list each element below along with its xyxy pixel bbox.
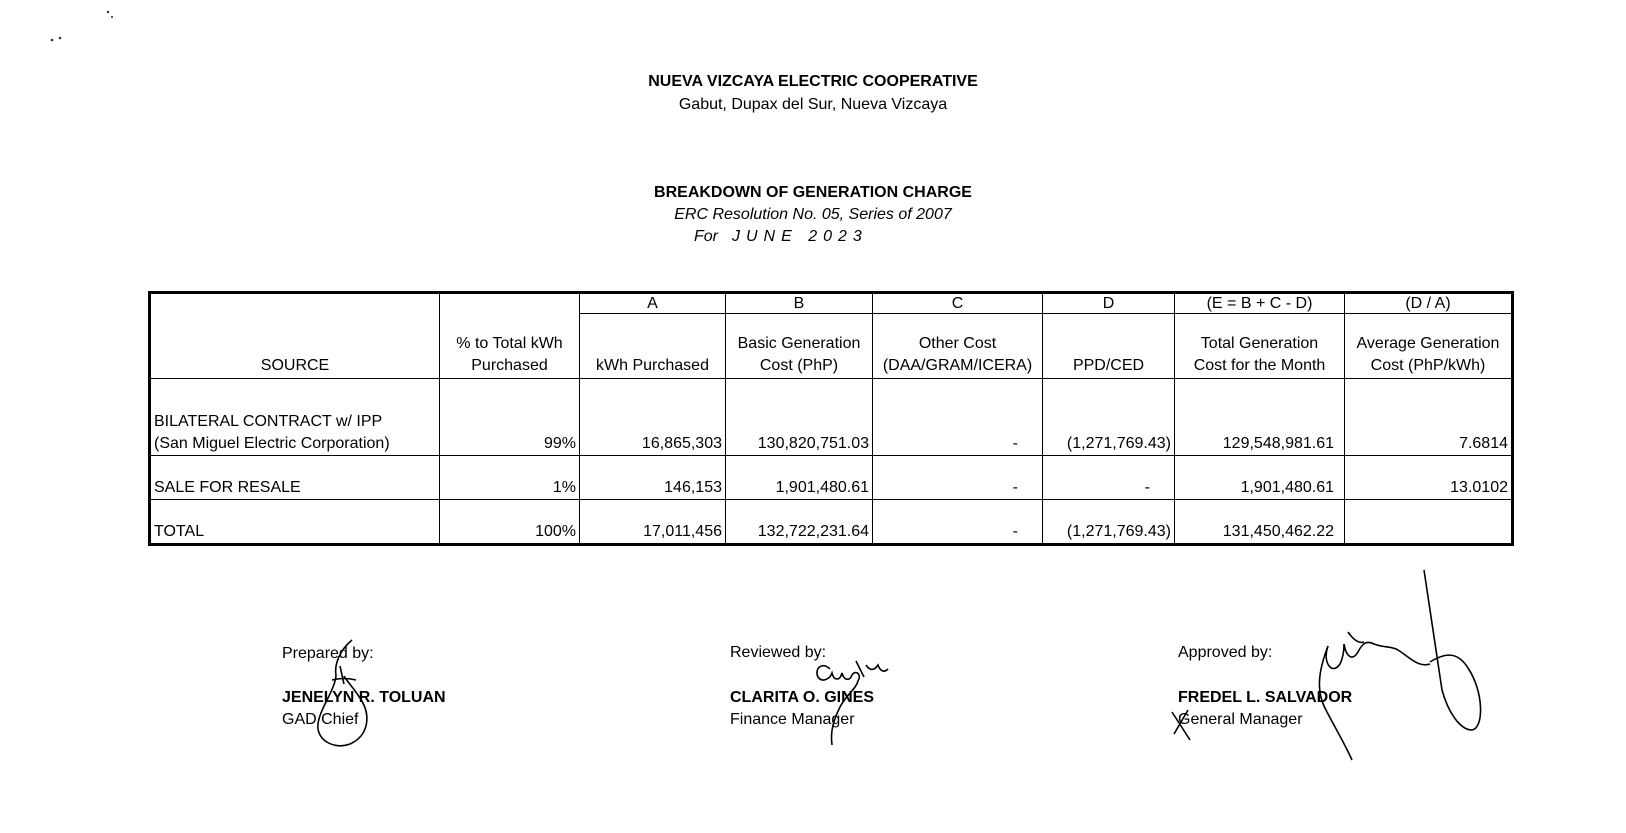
header-pct bbox=[440, 314, 580, 379]
header-avg bbox=[1345, 314, 1513, 379]
col-letter-e: (E = B + C - D) bbox=[1175, 293, 1345, 314]
organization-name: NUEVA VIZCAYA ELECTRIC COOPERATIVE bbox=[648, 73, 978, 90]
period-prefix: For bbox=[694, 228, 718, 245]
reviewed-by-name: CLARITA O. GINES bbox=[730, 689, 874, 706]
header-other bbox=[873, 314, 1043, 379]
header-basic bbox=[726, 314, 873, 379]
row-total: 131,450,462.22 bbox=[1175, 500, 1345, 545]
row-basic: 132,722,231.64 bbox=[726, 500, 873, 545]
header-pct-line1: % to Total kWh bbox=[456, 335, 563, 352]
row-source-line2: (San Miguel Electric Corporation) bbox=[154, 435, 390, 452]
header-avg-line1: Average Generation bbox=[1356, 335, 1500, 352]
table-row bbox=[150, 456, 1513, 500]
table-row bbox=[150, 379, 1513, 456]
row-pct: 1% bbox=[440, 456, 580, 500]
header-avg-line2: Cost (PhP/kWh) bbox=[1370, 357, 1486, 374]
approved-by-position: General Manager bbox=[1178, 711, 1303, 728]
row-avg: 13.0102 bbox=[1345, 456, 1513, 500]
approved-by-label: Approved by: bbox=[1178, 644, 1273, 661]
row-pct: 100% bbox=[440, 500, 580, 545]
header-source: SOURCE bbox=[150, 314, 440, 379]
header-row bbox=[150, 314, 1513, 379]
approved-by-name: FREDEL L. SALVADOR bbox=[1178, 689, 1353, 706]
row-avg bbox=[1345, 500, 1513, 545]
header-total-line1: Total Generation bbox=[1200, 335, 1319, 352]
blank-cell bbox=[150, 293, 440, 314]
reviewed-by-label: Reviewed by: bbox=[730, 644, 827, 661]
table-row-total bbox=[150, 500, 1513, 545]
col-letter-a: A bbox=[580, 293, 726, 314]
row-kwh: 17,011,456 bbox=[580, 500, 726, 545]
prepared-by-name: JENELYN R. TOLUAN bbox=[282, 689, 446, 706]
row-ppd: (1,271,769.43) bbox=[1043, 379, 1175, 456]
col-letter-f: (D / A) bbox=[1345, 293, 1513, 314]
row-source bbox=[150, 379, 440, 456]
billing-period bbox=[694, 228, 868, 246]
header-pct-line2: Purchased bbox=[471, 357, 548, 374]
prepared-by-label: Prepared by: bbox=[282, 645, 374, 662]
header-other-line2: (DAA/GRAM/ICERA) bbox=[882, 357, 1033, 374]
row-ppd: - bbox=[1043, 456, 1175, 500]
prepared-by-position: GAD Chief bbox=[282, 711, 359, 728]
row-pct: 99% bbox=[440, 379, 580, 456]
col-letter-d: D bbox=[1043, 293, 1175, 314]
column-letter-row bbox=[150, 293, 1513, 314]
document-title: BREAKDOWN OF GENERATION CHARGE bbox=[654, 184, 972, 201]
header-total-line2: Cost for the Month bbox=[1193, 357, 1326, 374]
row-source: SALE FOR RESALE bbox=[150, 456, 440, 500]
row-kwh: 16,865,303 bbox=[580, 379, 726, 456]
row-basic: 1,901,480.61 bbox=[726, 456, 873, 500]
period-month: JUNE 2023 bbox=[732, 228, 868, 245]
header-total bbox=[1175, 314, 1345, 379]
row-other: - bbox=[873, 456, 1043, 500]
row-ppd: (1,271,769.43) bbox=[1043, 500, 1175, 545]
organization-address: Gabut, Dupax del Sur, Nueva Vizcaya bbox=[678, 96, 948, 113]
row-source: TOTAL bbox=[150, 500, 440, 545]
prepared-signature bbox=[310, 636, 390, 756]
row-avg: 7.6814 bbox=[1345, 379, 1513, 456]
header-basic-line1: Basic Generation bbox=[737, 335, 861, 352]
row-source-line1: BILATERAL CONTRACT w/ IPP bbox=[154, 413, 383, 430]
approved-signature bbox=[1168, 572, 1488, 772]
header-basic-line2: Cost (PhP) bbox=[759, 357, 839, 374]
row-other: - bbox=[873, 500, 1043, 545]
reviewed-by-position: Finance Manager bbox=[730, 711, 855, 728]
document-subtitle: ERC Resolution No. 05, Series of 2007 bbox=[674, 206, 952, 223]
header-other-line1: Other Cost bbox=[918, 335, 997, 352]
scan-specks bbox=[40, 4, 130, 44]
header-ppd: PPD/CED bbox=[1043, 314, 1175, 379]
row-other: - bbox=[873, 379, 1043, 456]
row-total: 129,548,981.61 bbox=[1175, 379, 1345, 456]
blank-cell bbox=[440, 293, 580, 314]
row-kwh: 146,153 bbox=[580, 456, 726, 500]
row-total: 1,901,480.61 bbox=[1175, 456, 1345, 500]
reviewed-signature bbox=[812, 655, 902, 755]
col-letter-b: B bbox=[726, 293, 873, 314]
row-basic: 130,820,751.03 bbox=[726, 379, 873, 456]
header-kwh: kWh Purchased bbox=[580, 314, 726, 379]
generation-charge-table bbox=[148, 291, 1514, 546]
col-letter-c: C bbox=[873, 293, 1043, 314]
